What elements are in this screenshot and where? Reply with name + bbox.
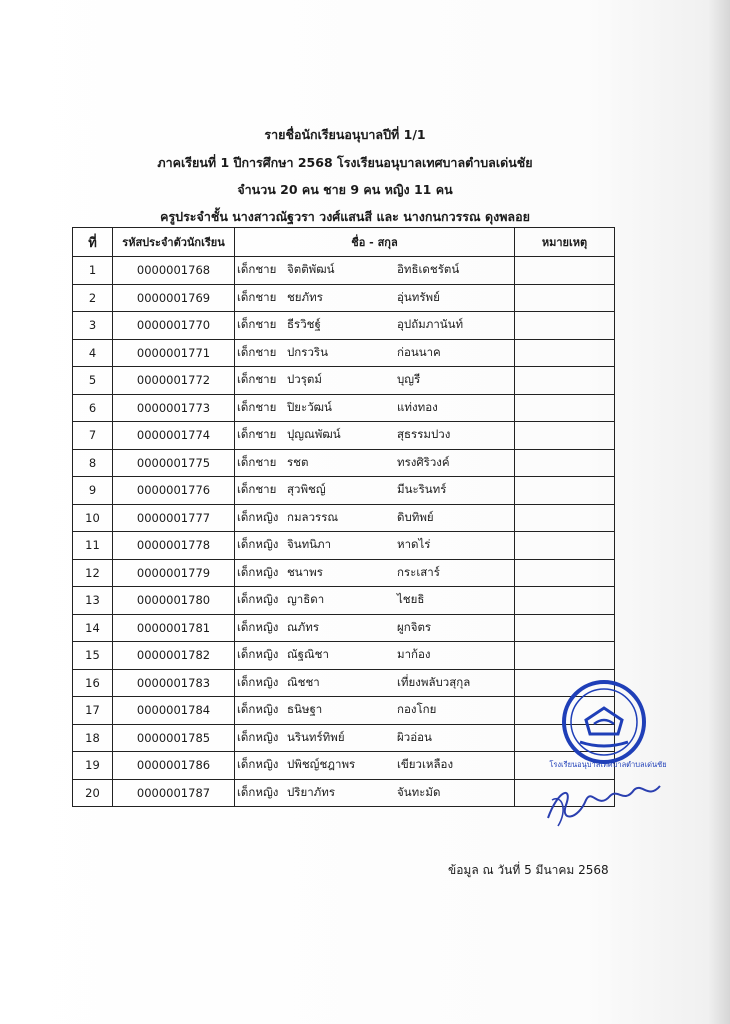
student-id: 0000001775 [113, 449, 235, 477]
table-row [73, 697, 615, 725]
student-name [235, 669, 515, 697]
name-prefix: เด็กชาย [237, 399, 277, 414]
first-name: รชต [287, 454, 309, 469]
last-name: บุญรี [397, 372, 421, 387]
name-prefix: เด็กชาย [237, 427, 277, 442]
row-number: 9 [73, 477, 113, 505]
table-row [73, 422, 615, 450]
student-name [235, 367, 515, 395]
student-id: 0000001773 [113, 394, 235, 422]
first-name: ณัฐณิชา [287, 647, 329, 662]
student-name [235, 394, 515, 422]
remark-cell [515, 422, 615, 450]
student-roster-table [72, 227, 615, 807]
student-id: 0000001774 [113, 422, 235, 450]
remark-cell [515, 394, 615, 422]
last-name: ดิบทิพย์ [397, 509, 434, 524]
table-row [73, 504, 615, 532]
row-number: 20 [73, 779, 113, 807]
column-header-name: ชื่อ - สกุล [235, 228, 515, 257]
first-name: จินทนิภา [287, 537, 332, 552]
last-name: มาก้อง [397, 647, 431, 662]
student-name [235, 504, 515, 532]
first-name: จิตติพัฒน์ [287, 262, 335, 277]
student-id: 0000001778 [113, 532, 235, 560]
table-row [73, 642, 615, 670]
row-number: 15 [73, 642, 113, 670]
student-id: 0000001777 [113, 504, 235, 532]
student-name [235, 257, 515, 285]
name-prefix: เด็กหญิง [237, 674, 279, 689]
last-name: เขียวเหลือง [397, 757, 454, 772]
table-row [73, 394, 615, 422]
name-prefix: เด็กหญิง [237, 702, 279, 717]
remark-cell [515, 284, 615, 312]
first-name: ณิชชา [287, 674, 320, 689]
table-row [73, 587, 615, 615]
name-prefix: เด็กหญิง [237, 647, 279, 662]
student-id: 0000001787 [113, 779, 235, 807]
student-name [235, 779, 515, 807]
student-name [235, 312, 515, 340]
row-number: 12 [73, 559, 113, 587]
column-header-remark: หมายเหตุ [515, 228, 615, 257]
last-name: ผูกจิตร [397, 619, 432, 634]
student-name [235, 532, 515, 560]
first-name: นรินทร์ทิพย์ [287, 729, 345, 744]
student-name [235, 477, 515, 505]
row-number: 10 [73, 504, 113, 532]
table-row [73, 284, 615, 312]
student-id: 0000001770 [113, 312, 235, 340]
last-name: มีนะรินทร์ [397, 482, 447, 497]
name-prefix: เด็กชาย [237, 289, 277, 304]
name-prefix: เด็กหญิง [237, 619, 279, 634]
row-number: 17 [73, 697, 113, 725]
name-prefix: เด็กชาย [237, 454, 277, 469]
last-name: แท่งทอง [397, 399, 438, 414]
student-name [235, 752, 515, 780]
row-number: 1 [73, 257, 113, 285]
student-id: 0000001784 [113, 697, 235, 725]
table-row [73, 312, 615, 340]
last-name: อุ่นทรัพย์ [397, 289, 440, 304]
student-name [235, 449, 515, 477]
name-prefix: เด็กหญิง [237, 564, 279, 579]
remark-cell [515, 477, 615, 505]
row-number: 6 [73, 394, 113, 422]
student-id: 0000001781 [113, 614, 235, 642]
remark-cell [515, 367, 615, 395]
row-number: 11 [73, 532, 113, 560]
name-prefix: เด็กชาย [237, 344, 277, 359]
first-name: ปิยะวัฒน์ [287, 399, 332, 414]
student-count-line: จำนวน 20 คน ชาย 9 คน หญิง 11 คน [237, 182, 453, 197]
student-name [235, 284, 515, 312]
school-seal-stamp [560, 678, 648, 766]
data-as-of-date: ข้อมูล ณ วันที่ 5 มีนาคม 2568 [448, 863, 609, 877]
table-row [73, 779, 615, 807]
student-name [235, 587, 515, 615]
name-prefix: เด็กหญิง [237, 592, 279, 607]
signature-scribble [538, 760, 688, 830]
remark-cell [515, 587, 615, 615]
student-id: 0000001786 [113, 752, 235, 780]
student-id: 0000001782 [113, 642, 235, 670]
student-id: 0000001769 [113, 284, 235, 312]
student-id: 0000001776 [113, 477, 235, 505]
last-name: ผิวอ่อน [397, 729, 432, 744]
name-prefix: เด็กหญิง [237, 784, 279, 799]
first-name: ชนาพร [287, 564, 323, 579]
student-id: 0000001771 [113, 339, 235, 367]
student-id: 0000001772 [113, 367, 235, 395]
table-row [73, 477, 615, 505]
row-number: 16 [73, 669, 113, 697]
last-name: อุปถัมภานันท์ [397, 317, 464, 332]
table-row [73, 367, 615, 395]
first-name: ปริยาภัทร [287, 784, 336, 799]
semester-school-line: ภาคเรียนที่ 1 ปีการศึกษา 2568 โรงเรียนอนุบาลเทศบาลตำบลเด่นชัย [157, 155, 533, 170]
first-name: ปกรวริน [287, 344, 328, 359]
name-prefix: เด็กชาย [237, 262, 277, 277]
remark-cell [515, 312, 615, 340]
first-name: ณภัทร [287, 619, 320, 634]
roster-body [73, 257, 615, 807]
student-name [235, 339, 515, 367]
table-row [73, 257, 615, 285]
table-row [73, 559, 615, 587]
student-name [235, 422, 515, 450]
name-prefix: เด็กชาย [237, 317, 277, 332]
student-id: 0000001780 [113, 587, 235, 615]
row-number: 2 [73, 284, 113, 312]
remark-cell [515, 449, 615, 477]
table-row [73, 752, 615, 780]
row-number: 5 [73, 367, 113, 395]
student-name [235, 614, 515, 642]
student-id: 0000001783 [113, 669, 235, 697]
column-header-number: ที่ [73, 228, 113, 257]
first-name: ปวรุตม์ [287, 372, 322, 387]
document-title: รายชื่อนักเรียนอนุบาลปีที่ 1/1 [264, 127, 426, 142]
name-prefix: เด็กชาย [237, 372, 277, 387]
table-row [73, 669, 615, 697]
first-name: ธนิษฐา [287, 702, 323, 717]
last-name: จันทะมัด [397, 784, 441, 799]
last-name: เที่ยงพลับวสุกุล [397, 674, 471, 689]
row-number: 7 [73, 422, 113, 450]
row-number: 3 [73, 312, 113, 340]
first-name: ธีรวิชฐ์ [287, 317, 321, 332]
last-name: อิทธิเดชรัตน์ [397, 262, 460, 277]
name-prefix: เด็กหญิง [237, 757, 279, 772]
remark-cell [515, 532, 615, 560]
first-name: ญาธิดา [287, 592, 325, 607]
last-name: ก่อนนาค [397, 344, 441, 359]
last-name: กองโกย [397, 702, 437, 717]
student-id: 0000001785 [113, 724, 235, 752]
last-name: สุธรรมปวง [397, 427, 451, 442]
first-name: สุวพิชญ์ [287, 482, 326, 497]
page-edge-shadow [708, 0, 730, 1024]
student-name [235, 697, 515, 725]
last-name: กระเสาร์ [397, 564, 440, 579]
table-row [73, 724, 615, 752]
first-name: ปพิชญ์ชฎาพร [287, 757, 356, 772]
row-number: 18 [73, 724, 113, 752]
student-id: 0000001768 [113, 257, 235, 285]
name-prefix: เด็กชาย [237, 482, 277, 497]
column-header-student-id: รหัสประจำตัวนักเรียน [113, 228, 235, 257]
student-id: 0000001779 [113, 559, 235, 587]
remark-cell [515, 642, 615, 670]
remark-cell [515, 257, 615, 285]
first-name: ปุญณพัฒน์ [287, 427, 341, 442]
row-number: 19 [73, 752, 113, 780]
first-name: กมลวรรณ [287, 509, 339, 524]
homeroom-teachers-line: ครูประจำชั้น นางสาวณัฐวรา วงศ์แสนสี และ นางกนกวรรณ ดุงพลอย [160, 209, 530, 224]
table-header-row [73, 228, 615, 257]
student-name [235, 724, 515, 752]
remark-cell [515, 559, 615, 587]
table-row [73, 449, 615, 477]
table-row [73, 532, 615, 560]
first-name: ชยภัทร [287, 289, 323, 304]
row-number: 8 [73, 449, 113, 477]
row-number: 13 [73, 587, 113, 615]
last-name: หาดไร่ [397, 537, 431, 552]
student-name [235, 642, 515, 670]
remark-cell [515, 614, 615, 642]
table-row [73, 339, 615, 367]
last-name: ทรงศิริวงค์ [397, 454, 450, 469]
row-number: 4 [73, 339, 113, 367]
remark-cell [515, 339, 615, 367]
row-number: 14 [73, 614, 113, 642]
seal-caption: โรงเรียนอนุบาลเทศบาลตำบลเด่นชัย [549, 760, 667, 769]
last-name: ไชยธิ [397, 592, 425, 607]
remark-cell [515, 504, 615, 532]
table-row [73, 614, 615, 642]
name-prefix: เด็กหญิง [237, 509, 279, 524]
name-prefix: เด็กหญิง [237, 537, 279, 552]
student-name [235, 559, 515, 587]
name-prefix: เด็กหญิง [237, 729, 279, 744]
